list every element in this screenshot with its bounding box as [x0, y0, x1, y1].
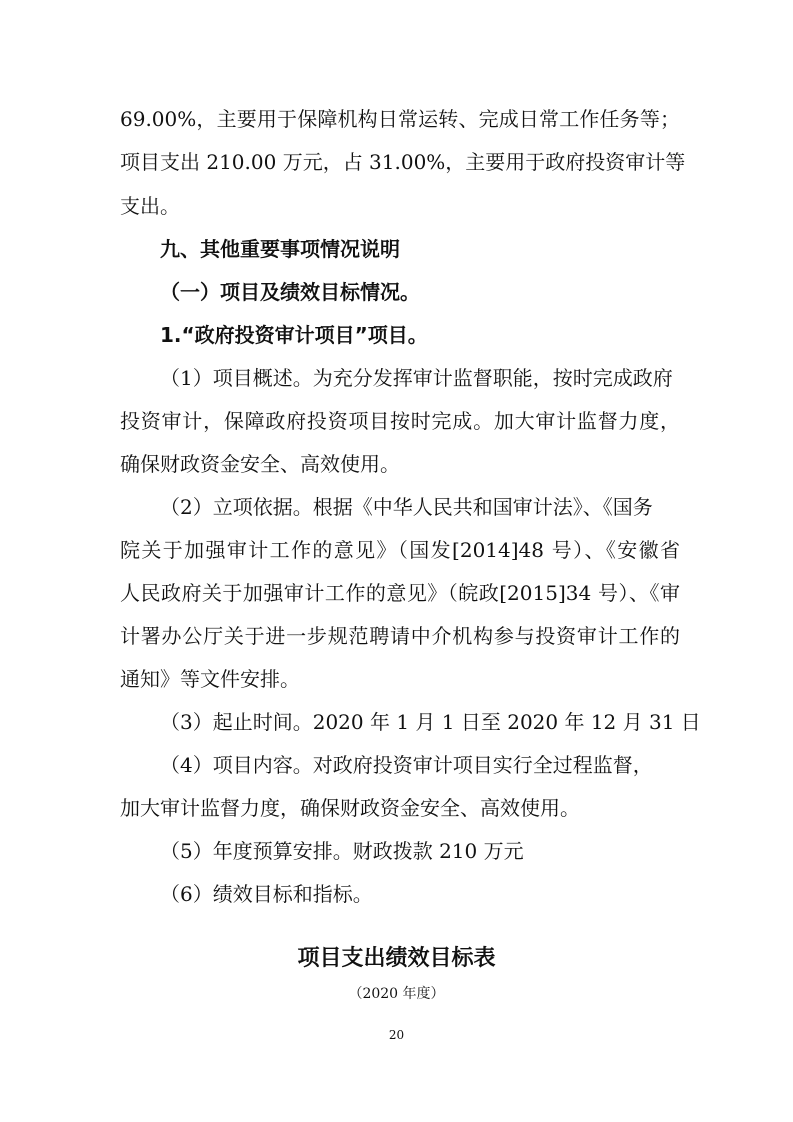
item-1-line-1: （1）项目概述。为充分发挥审计监督职能，按时完成政府 [160, 366, 673, 390]
item-2-line-4: 计署办公厅关于进一步规范聘请中介机构参与投资审计工作的 [120, 624, 680, 648]
item-4-line-1: （4）项目内容。对政府投资审计项目实行全过程监督， [160, 753, 653, 777]
item-1-line-2: 投资审计，保障政府投资项目按时完成。加大审计监督力度， [120, 409, 680, 433]
page-number: 20 [388, 1028, 405, 1042]
item-6: （6）绩效目标和指标。 [160, 882, 373, 906]
item-2-line-1: （2）立项依据。根据《中华人民共和国审计法》、《国务 [160, 495, 653, 519]
item-1-line-3: 确保财政资金安全、高效使用。 [120, 452, 400, 476]
paragraph-1-line-2: 项目支出 210.00 万元，占 31.00%，主要用于政府投资审计等 [120, 150, 686, 174]
item-2-line-3: 人民政府关于加强审计工作的意见》（皖政[2015]34 号）、《审 [120, 581, 680, 605]
item-4-line-2: 加大审计监督力度，确保财政资金安全、高效使用。 [120, 796, 580, 820]
paragraph-1-line-1: 69.00%，主要用于保障机构日常运转、完成日常工作任务等； [120, 107, 680, 131]
item-2-line-5: 通知》等文件安排。 [120, 667, 300, 691]
item-5: （5）年度预算安排。财政拨款 210 万元 [160, 839, 524, 863]
paragraph-1-line-3: 支出。 [120, 194, 180, 218]
project-heading: 1.“政府投资审计项目”项目。 [160, 323, 428, 347]
item-3: （3）起止时间。2020 年 1 月 1 日至 2020 年 12 月 31 日 [160, 710, 701, 734]
table-title: 项目支出绩效目标表 [297, 946, 496, 971]
section-heading: 九、其他重要事项情况说明 [160, 237, 400, 261]
subsection-heading: （一）项目及绩效目标情况。 [160, 280, 420, 304]
item-2-line-2: 院关于加强审计工作的意见》（国发[2014]48 号）、《安徽省 [120, 538, 680, 562]
table-year: （2020 年度） [348, 986, 445, 1002]
